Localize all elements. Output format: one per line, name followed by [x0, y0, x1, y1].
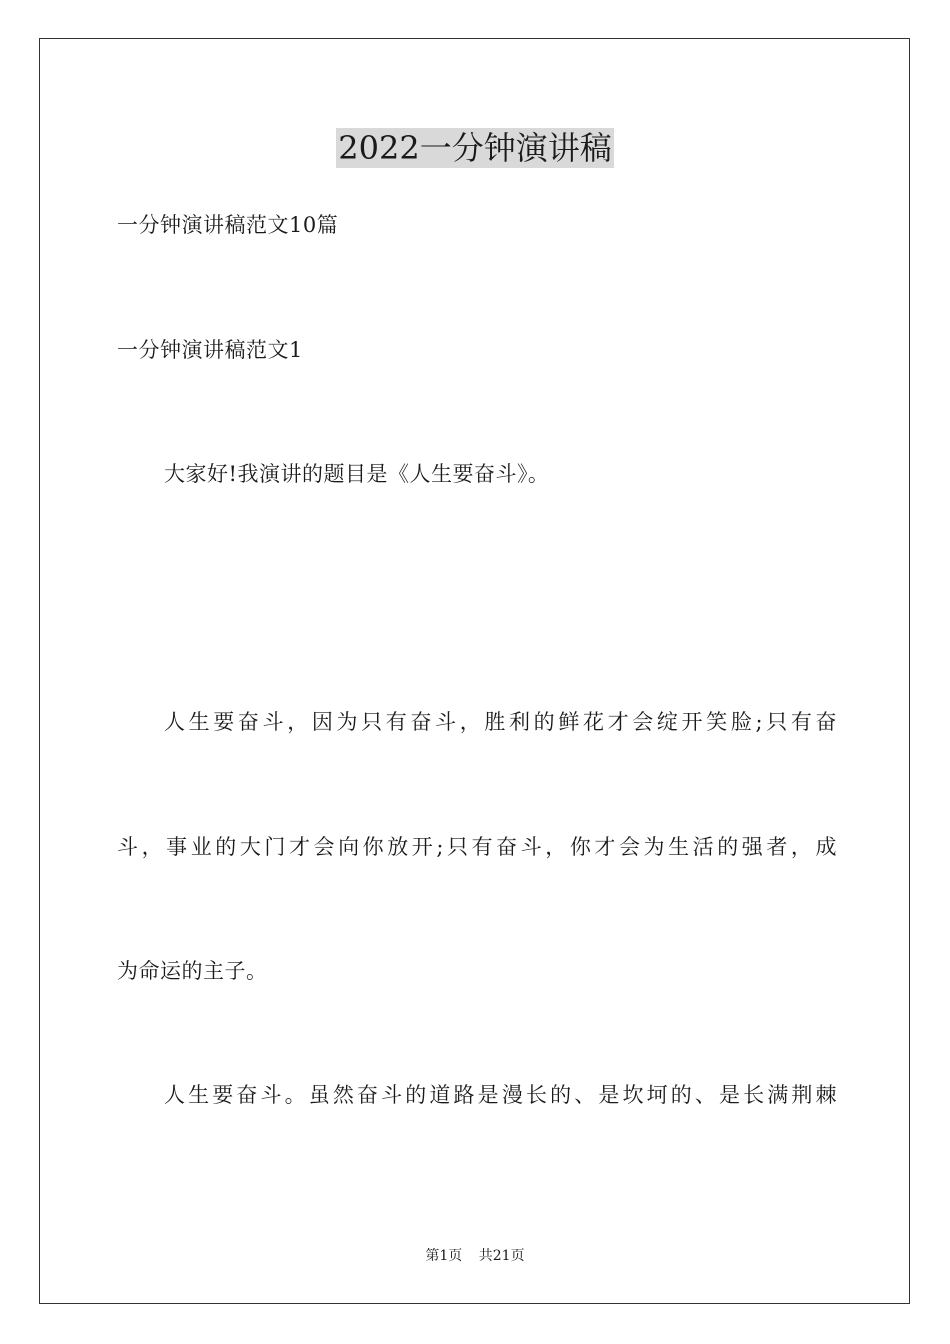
paragraph-line: 斗，事业的大门才会向你放开;只有奋斗，你才会为生活的强者，成 [117, 835, 837, 859]
paragraph-greeting: 大家好!我演讲的题目是《人生要奋斗》。 [164, 462, 550, 486]
paragraph-line: 人生要奋斗，因为只有奋斗，胜利的鲜花才会绽开笑脸;只有奋 [164, 710, 837, 734]
document-subtitle: 一分钟演讲稿范文10篇 [117, 213, 339, 237]
paragraph-line: 为命运的主子。 [117, 959, 268, 983]
page-footer [0, 1246, 950, 1266]
section-heading: 一分钟演讲稿范文1 [117, 338, 303, 362]
paragraph-line: 人生要奋斗。虽然奋斗的道路是漫长的、是坎坷的、是长满荆棘 [164, 1083, 837, 1107]
title-container [0, 128, 950, 168]
document-title: 2022一分钟演讲稿 [338, 129, 612, 167]
page-number-total: 共21页 [478, 1248, 525, 1264]
page-number-current: 第1页 [425, 1248, 463, 1264]
